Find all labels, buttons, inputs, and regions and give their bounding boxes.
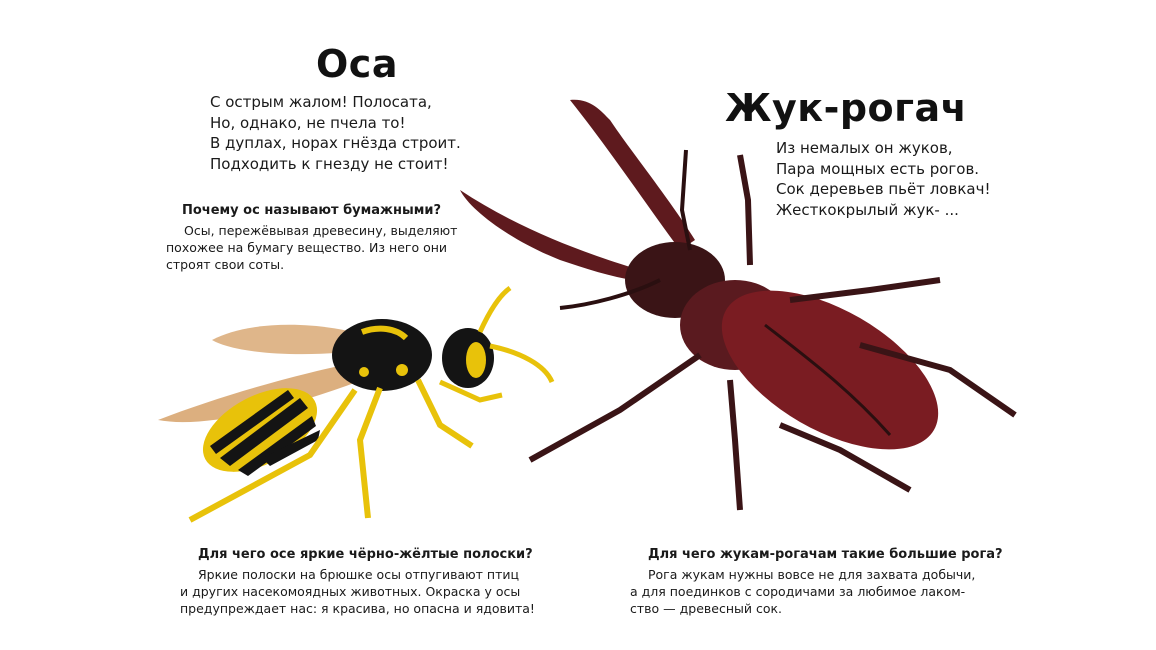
answer-line: и других насекомоядных животных. Окраска у осы (180, 584, 521, 599)
answer-text (630, 566, 1003, 617)
question-heading: Для чего осе яркие чёрно-жёлтые полоски? (198, 547, 533, 562)
answer-line: предупреждает нас: я красива, но опасна и ядовита! (180, 601, 535, 616)
poem-line: Пара мощных есть рогов. (776, 159, 980, 178)
answer-line: похожее на бумагу вещество. Из него они (166, 240, 448, 255)
answer-line: ство — древесный сок. (630, 601, 782, 616)
paper-wasp-question-block (166, 202, 457, 273)
question-heading: Для чего жукам-рогачам такие большие рога? (648, 547, 1003, 562)
answer-line: Рога жукам нужны вовсе не для захвата добычи, (648, 567, 976, 582)
poem-line: В дуплах, норах гнёзда строит. (210, 134, 461, 152)
horns-question-block (630, 546, 1003, 617)
answer-line: а для поединков с сородичами за любимое лаком- (630, 584, 966, 599)
poem-line: С острым жалом! Полосата, (210, 93, 432, 111)
poem-line: Но, однако, не пчела то! (210, 113, 406, 132)
answer-text (166, 222, 457, 273)
question-heading: Почему ос называют бумажными? (182, 203, 442, 218)
stripes-question-block (180, 546, 535, 617)
answer-line: Осы, пережёвывая древесину, выделяют (184, 223, 458, 238)
poem-line: Жесткокрылый жук- ... (776, 200, 959, 219)
stag-beetle-title: Жук-рогач (725, 86, 968, 130)
answer-line: Яркие полоски на брюшке осы отпугивают птиц (198, 567, 520, 582)
wasp-title: Оса (316, 42, 398, 86)
stag-beetle-poem (776, 138, 990, 220)
answer-line: строят свои соты. (166, 257, 285, 272)
poem-line: Сок деревьев пьёт ловкач! (776, 180, 991, 198)
answer-text (180, 566, 535, 617)
wasp-poem (210, 92, 461, 174)
poem-line: Подходить к гнезду не стоит! (210, 154, 449, 173)
poem-line: Из немалых он жуков, (776, 139, 953, 157)
